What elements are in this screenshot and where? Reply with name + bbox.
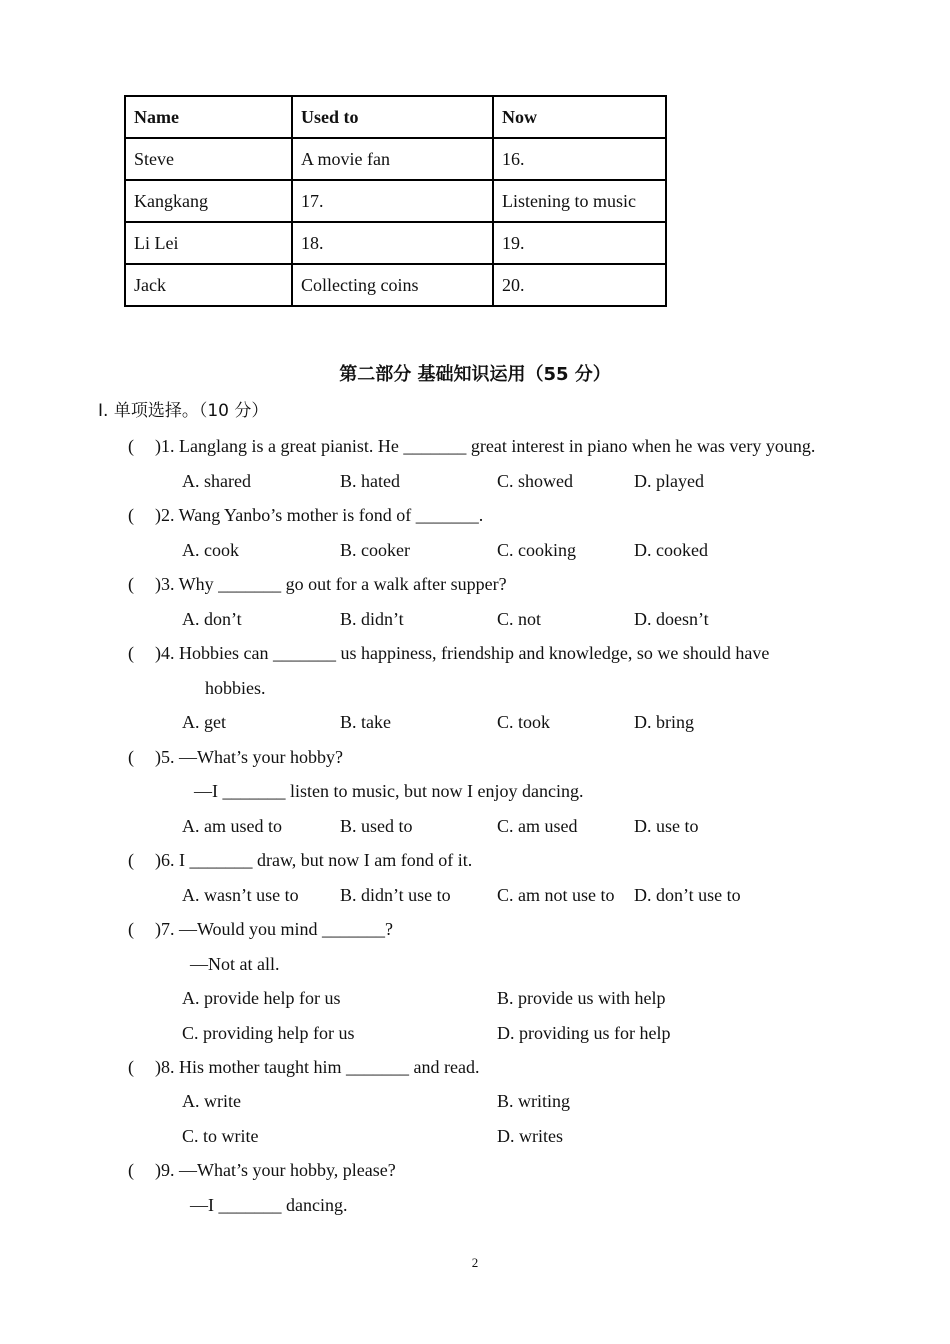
hobbies-table	[124, 95, 667, 307]
table-cell: 20.	[493, 264, 666, 306]
table-cell: Jack	[125, 264, 292, 306]
question-7-continuation: —Not at all.	[190, 954, 280, 974]
table-row	[125, 138, 666, 180]
table-cell: Kangkang	[125, 180, 292, 222]
table-header-row	[125, 96, 666, 138]
table-header-cell: Name	[125, 96, 292, 138]
part-label: Ⅰ. 单项选择。（10 分）	[98, 401, 269, 421]
q6-option-c: C. am not use to	[497, 885, 615, 905]
table-cell: Steve	[125, 138, 292, 180]
table-cell: 18.	[292, 222, 493, 264]
answer-paren: (	[128, 505, 134, 525]
question-8-stem: )8. His mother taught him _______ and read.	[155, 1057, 480, 1077]
table-row	[125, 180, 666, 222]
answer-paren: (	[128, 436, 134, 456]
answer-paren: (	[128, 747, 134, 767]
q8-option-d: D. writes	[497, 1126, 563, 1146]
q7-option-c: C. providing help for us	[182, 1023, 355, 1043]
table-row	[125, 222, 666, 264]
question-9-stem: )9. —What’s your hobby, please?	[155, 1160, 396, 1180]
page-number: 2	[471, 1255, 479, 1270]
q2-option-d: D. cooked	[634, 540, 708, 560]
table-cell: A movie fan	[292, 138, 493, 180]
q4-option-c: C. took	[497, 712, 551, 732]
q1-option-d: D. played	[634, 471, 704, 491]
section-title: 第二部分 基础知识运用（55 分）	[339, 364, 611, 385]
q3-option-a: A. don’t	[182, 609, 242, 629]
question-4-stem: )4. Hobbies can _______ us happiness, friendship and knowledge, so we should have	[155, 643, 770, 663]
question-9-continuation: —I _______ dancing.	[190, 1195, 348, 1215]
q6-option-b: B. didn’t use to	[340, 885, 451, 905]
q4-option-b: B. take	[340, 712, 391, 732]
q2-option-a: A. cook	[182, 540, 239, 560]
q1-option-a: A. shared	[182, 471, 251, 491]
q3-option-b: B. didn’t	[340, 609, 404, 629]
answer-paren: (	[128, 643, 134, 663]
question-2-stem: )2. Wang Yanbo’s mother is fond of _______.	[155, 505, 484, 525]
q7-option-d: D. providing us for help	[497, 1023, 671, 1043]
q3-option-d: D. doesn’t	[634, 609, 709, 629]
q4-option-a: A. get	[182, 712, 226, 732]
q2-option-c: C. cooking	[497, 540, 576, 560]
q7-option-b: B. provide us with help	[497, 988, 666, 1008]
q3-option-c: C. not	[497, 609, 542, 629]
q5-option-c: C. am used	[497, 816, 578, 836]
q2-option-b: B. cooker	[340, 540, 410, 560]
q1-option-b: B. hated	[340, 471, 400, 491]
table-cell: Li Lei	[125, 222, 292, 264]
question-1-stem: )1. Langlang is a great pianist. He _______ great interest in piano when he was very young.	[155, 436, 816, 456]
answer-paren: (	[128, 574, 134, 594]
q5-option-b: B. used to	[340, 816, 413, 836]
question-5-continuation: —I _______ listen to music, but now I enjoy dancing.	[194, 781, 584, 801]
question-7-stem: )7. —Would you mind _______?	[155, 919, 394, 939]
question-6-stem: )6. I _______ draw, but now I am fond of it.	[155, 850, 473, 870]
q8-option-c: C. to write	[182, 1126, 259, 1146]
q8-option-a: A. write	[182, 1091, 241, 1111]
table-cell: 19.	[493, 222, 666, 264]
answer-paren: (	[128, 850, 134, 870]
q5-option-d: D. use to	[634, 816, 699, 836]
table-cell: Listening to music	[493, 180, 666, 222]
q1-option-c: C. showed	[497, 471, 573, 491]
q5-option-a: A. am used to	[182, 816, 282, 836]
question-5-stem: )5. —What’s your hobby?	[155, 747, 343, 767]
table-header-cell: Used to	[292, 96, 493, 138]
question-4-continuation: hobbies.	[205, 678, 266, 698]
answer-paren: (	[128, 919, 134, 939]
table-header-cell: Now	[493, 96, 666, 138]
table-cell: Collecting coins	[292, 264, 493, 306]
table-cell: 17.	[292, 180, 493, 222]
q8-option-b: B. writing	[497, 1091, 571, 1111]
question-3-stem: )3. Why _______ go out for a walk after supper?	[155, 574, 507, 594]
answer-paren: (	[128, 1160, 134, 1180]
q6-option-d: D. don’t use to	[634, 885, 741, 905]
table-cell: 16.	[493, 138, 666, 180]
table-row	[125, 264, 666, 306]
q6-option-a: A. wasn’t use to	[182, 885, 299, 905]
q7-option-a: A. provide help for us	[182, 988, 341, 1008]
q4-option-d: D. bring	[634, 712, 694, 732]
answer-paren: (	[128, 1057, 134, 1077]
